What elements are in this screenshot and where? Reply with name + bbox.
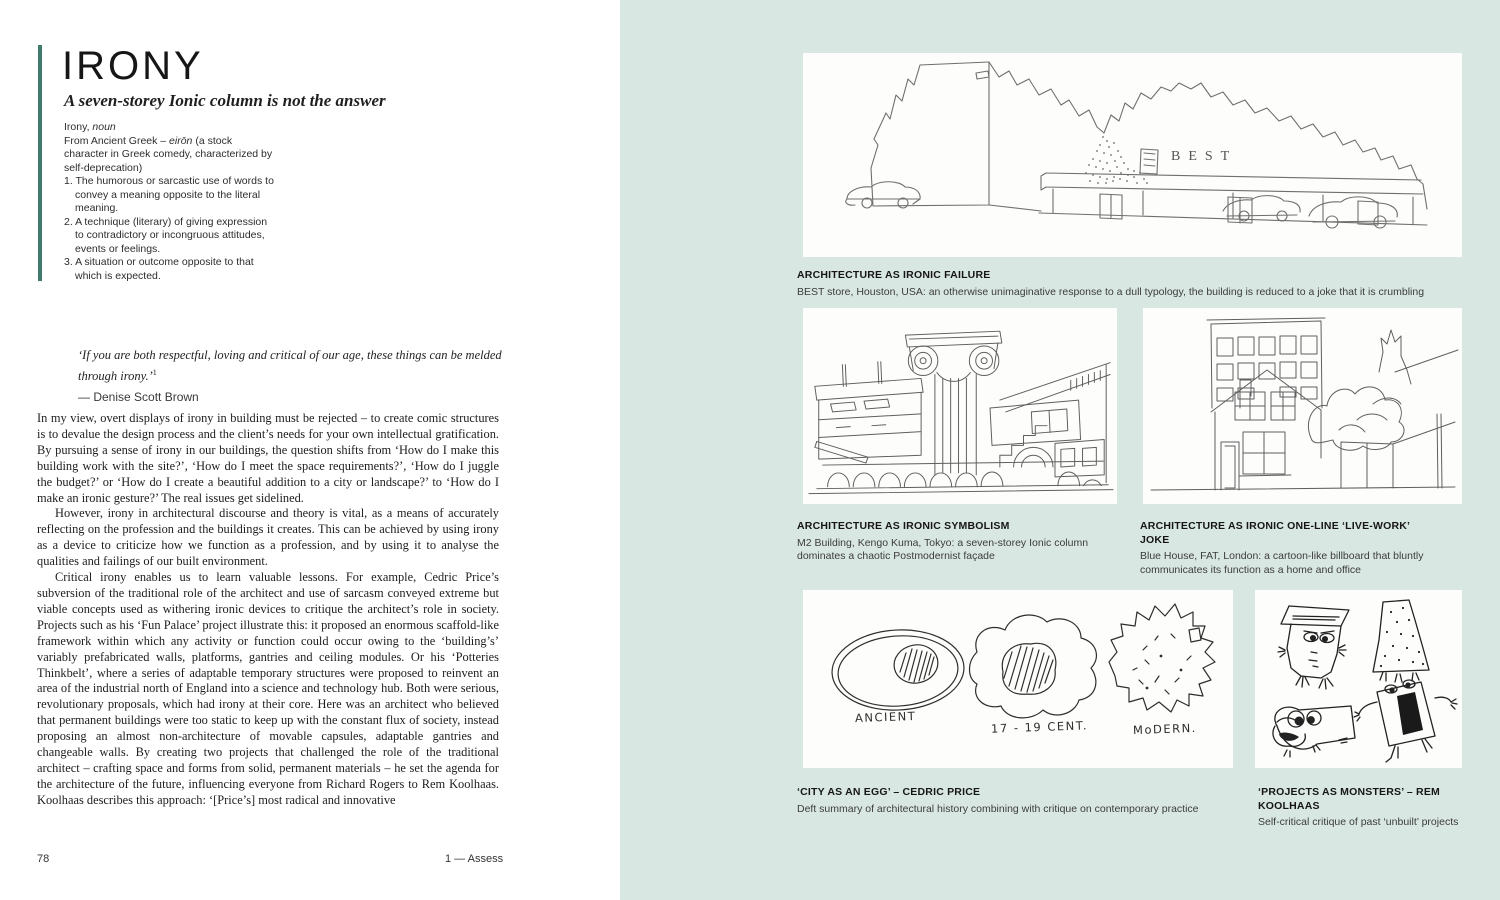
definition-sense: 2. A technique (literary) of giving expression to contradictory or incongruous attitudes, events or feelings. — [64, 215, 268, 255]
m2-building-sketch — [803, 308, 1117, 504]
left-page — [0, 0, 620, 900]
caption-body: Deft summary of architectural history combining with critique on contemporary practice — [797, 802, 1199, 815]
definition-term: Irony, noun — [64, 121, 116, 133]
caption-body: Self-critical critique of past ‘unbuilt’ projects — [1258, 816, 1459, 828]
definition-sense: 3. A situation or outcome opposite to that which is expected. — [64, 256, 254, 282]
right-page — [620, 0, 1500, 900]
caption-heading: ‘PROJECTS AS MONSTERS’ – REM KOOLHAAS — [1258, 786, 1440, 812]
caption-blue-house — [1140, 520, 1440, 577]
quote-text: ‘If you are both respectful, loving and critical of our age, these things can be melded through irony.’$^1$ — [78, 348, 502, 384]
caption-heading: ARCHITECTURE AS IRONIC SYMBOLISM — [797, 520, 1010, 532]
page-number: 78 — [37, 853, 50, 865]
egg-label-modern: MoDERN. — [1132, 720, 1198, 738]
caption-m2-building — [797, 520, 1097, 564]
monsters-sketch — [1255, 590, 1462, 768]
best-store-sketch — [803, 53, 1462, 257]
caption-body: BEST store, Houston, USA: an otherwise unimaginative response to a dull typology, the building is reduced to a joke that it is crumbling — [797, 285, 1425, 298]
definition-etymology: From Ancient Greek – eirōn (a stock character in Greek comedy, characterized by self-deprecation) — [64, 134, 273, 174]
figure-best-store — [803, 53, 1462, 257]
egg-label-17-19-cent: 17 - 19 CENT. — [990, 718, 1089, 736]
figure-m2-building — [803, 308, 1117, 504]
caption-heading: ARCHITECTURE AS IRONIC FAILURE — [797, 269, 991, 281]
body-paragraph: In my view, overt displays of irony in building must be rejected – to create comic structures is to devalue the design process and the client’s needs for your own intellectual gratification. By pursuing a sense of irony in our buildings, the question shifts from ‘How do I make this building work with the site?’, ‘How do I meet the space requirements?’, ‘How do I juggle the budget?’ or ‘How do I create a beautiful addition to a city or landscape?’ to ‘How do I make an ironic gesture?’ The real issues get sidelined. — [37, 411, 499, 505]
caption-best-store — [797, 269, 1447, 299]
caption-heading: ARCHITECTURE AS IRONIC ONE-LINE ‘LIVE-WORK’ JOKE — [1140, 520, 1410, 546]
accent-bar — [38, 45, 42, 281]
blue-house-sketch — [1143, 308, 1462, 504]
footnote-marker: 1 — [152, 368, 157, 377]
section-label: 1 — Assess — [445, 853, 504, 865]
body-text — [37, 411, 499, 809]
figure-blue-house — [1143, 308, 1462, 504]
figure-city-as-egg — [803, 590, 1233, 768]
caption-body: M2 Building, Kengo Kuma, Tokyo: a seven-storey Ionic column dominates a chaotic Postmodernist façade — [797, 536, 1089, 562]
definition-sense: 1. The humorous or sarcastic use of words to convey a meaning opposite to the literal meaning. — [64, 175, 274, 214]
body-paragraph: However, irony in architectural discourse and theory is vital, as a means of accurately reflecting on the profession and the buildings it creates. This can be achieved by using irony as a device to criticize how we function as a profession, and by using it to analyse the qualities and failings of our built environment. — [37, 506, 499, 569]
caption-heading: ‘CITY AS AN EGG’ – CEDRIC PRICE — [797, 786, 981, 798]
pull-quote — [78, 346, 518, 404]
best-sign-label: BEST — [1171, 149, 1238, 164]
city-as-egg-sketch — [803, 590, 1233, 768]
page-title: IRONY — [62, 44, 204, 88]
body-paragraph: Critical irony enables us to learn valuable lessons. For example, Cedric Price’s subversion of the traditional role of the architect and use of sarcasm conveyed extreme but viable concepts used as withering ironic devices to critique the architect’s role in society. Projects such as his ‘Fun Palace’ project illustrate this: it proposed an enormous scaffold-like framework within which any activity or function could occur owing to the ‘building’s’ variably prefabricated walls, platforms, gantries and ceiling modules. Or his ‘Potteries Thinkbelt’, where a series of adaptable temporary structures were proposed to reinvent an area of the industrial north of England into a science and technology hub. Both were serious, revolutionary proposals, which had irony at their core. Here was an architect who believed that permanent buildings were too static to keep up with the constant flux of society, instead proposing an almost non-architecture of movable capsules, adaptable gantries and changeable walls. By creating two projects that challenged the role of the traditional architect – crafting space and forms from solid, permanent materials – he set the agenda for the architecture of the future, influencing everyone from Richard Rogers to Rem Koolhaas. Koolhaas describes this approach: ‘[Price’s] most radical and innovative — [37, 570, 499, 807]
definition-block — [64, 121, 276, 283]
caption-monsters — [1258, 786, 1483, 830]
page-subtitle: A seven-storey Ionic column is not the answer — [64, 91, 386, 110]
caption-body: Blue House, FAT, London: a cartoon-like billboard that bluntly communicates its function as a home and office — [1140, 550, 1424, 576]
egg-label-ancient: ANCIENT — [854, 708, 917, 726]
quote-attribution: — Denise Scott Brown — [78, 390, 199, 405]
figure-monsters — [1255, 590, 1462, 768]
